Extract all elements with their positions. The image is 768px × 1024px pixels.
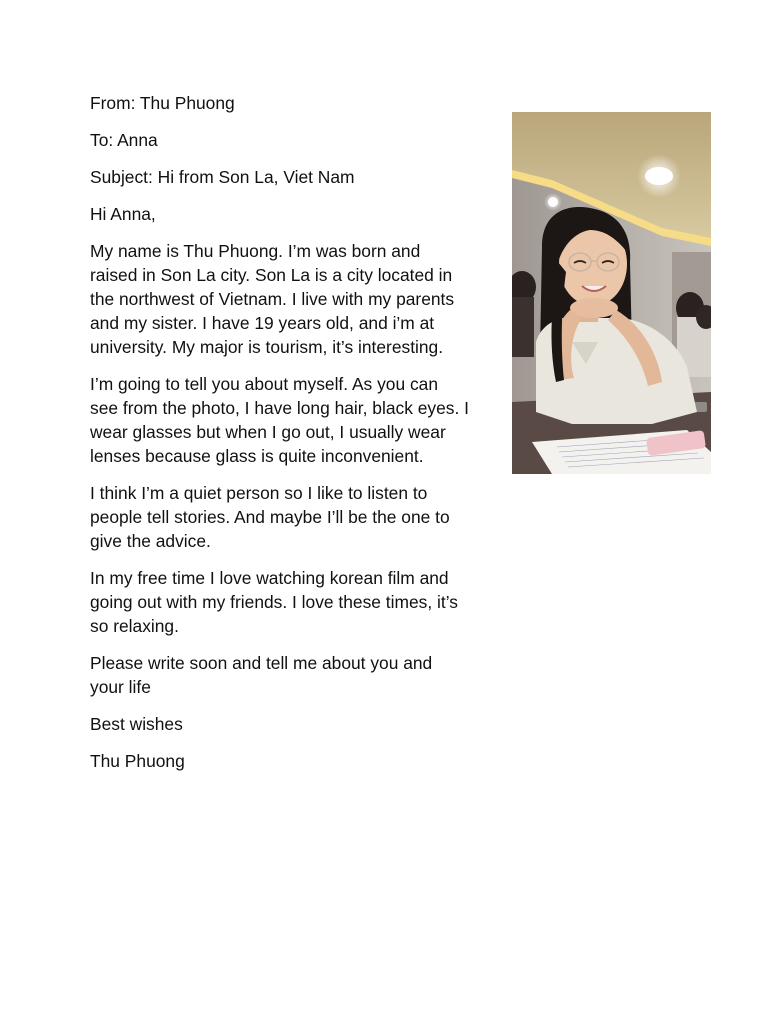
- letter-paragraph: In my free time I love watching korean film and going out with my friends. I love these times, it’s so relaxing.: [90, 568, 458, 636]
- letter-paragraph: I think I’m a quiet person so I like to listen to people tell stories. And maybe I’ll be the one to give the advice.: [90, 483, 450, 551]
- letter-greeting: Hi Anna,: [90, 204, 156, 224]
- letter-from: From: Thu Phuong: [90, 93, 235, 113]
- letter-subject: Subject: Hi from Son La, Viet Nam: [90, 167, 355, 187]
- letter-paragraph: My name is Thu Phuong. I’m was born and raised in Son La city. Son La is a city located in the northwest of Vietnam. I live with my parents and my sister. I have 19 years old, and i’m at university. My major is tourism, it’s interesting.: [90, 241, 455, 357]
- letter-to: To: Anna: [90, 130, 158, 150]
- letter-body: [90, 91, 470, 786]
- letter-paragraph: Please write soon and tell me about you and your life: [90, 653, 433, 697]
- letter-paragraph: I’m going to tell you about myself. As you can see from the photo, I have long hair, black eyes. I wear glasses but when I go out, I usually wear lenses because glass is quite inconvenient.: [90, 374, 469, 466]
- portrait-photo: [512, 112, 711, 474]
- portrait-illustration: [512, 112, 711, 474]
- letter-closing: Best wishes: [90, 714, 183, 734]
- letter-signature: Thu Phuong: [90, 751, 185, 771]
